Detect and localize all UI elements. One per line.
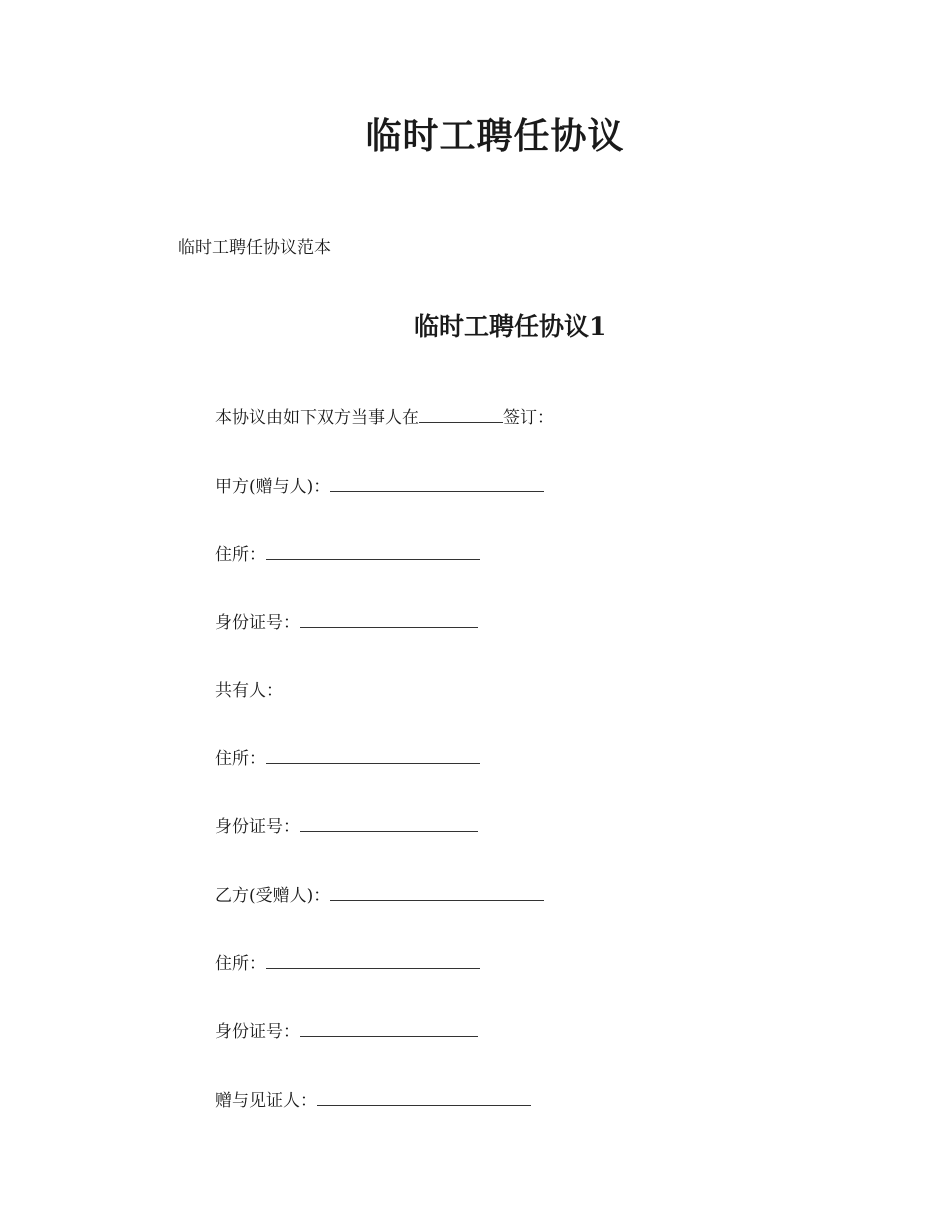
section-heading: 临时工聘任协议1 xyxy=(414,312,607,341)
witness-blank xyxy=(317,1089,531,1106)
co-owner-address-line xyxy=(215,747,480,771)
field-suffix: 签订： xyxy=(503,408,554,428)
field-label: 身份证号： xyxy=(215,817,300,837)
document-subtitle: 临时工聘任协议范本 xyxy=(178,238,331,258)
party-b-line xyxy=(215,884,544,908)
co-owner-address-blank xyxy=(266,747,480,764)
party-b-id-line xyxy=(215,1020,478,1044)
signing-location-blank xyxy=(419,406,503,423)
party-a-blank xyxy=(330,475,544,492)
field-label: 本协议由如下双方当事人在 xyxy=(215,408,419,428)
party-a-address-line xyxy=(215,543,480,567)
field-label: 住所： xyxy=(215,545,266,565)
field-label: 身份证号： xyxy=(215,613,300,633)
party-a-address-blank xyxy=(266,543,480,560)
party-b-address-blank xyxy=(266,952,480,969)
party-a-id-line xyxy=(215,611,478,635)
party-a-id-blank xyxy=(300,611,478,628)
signing-location-line xyxy=(215,406,554,430)
document-title: 临时工聘任协议 xyxy=(365,115,625,157)
field-label: 身份证号： xyxy=(215,1022,300,1042)
party-b-id-blank xyxy=(300,1020,478,1037)
co-owner-id-blank xyxy=(300,815,478,832)
witness-line xyxy=(215,1089,531,1113)
field-label: 住所： xyxy=(215,749,266,769)
field-label: 甲方(赠与人)： xyxy=(215,477,331,497)
field-label: 住所： xyxy=(215,954,266,974)
co-owner-line xyxy=(215,679,283,703)
field-label: 乙方(受赠人)： xyxy=(215,886,331,906)
party-b-blank xyxy=(330,884,544,901)
field-label: 赠与见证人： xyxy=(215,1091,317,1111)
party-a-line xyxy=(215,475,544,499)
party-b-address-line xyxy=(215,952,480,976)
field-label: 共有人： xyxy=(215,681,283,701)
co-owner-id-line xyxy=(215,815,478,839)
